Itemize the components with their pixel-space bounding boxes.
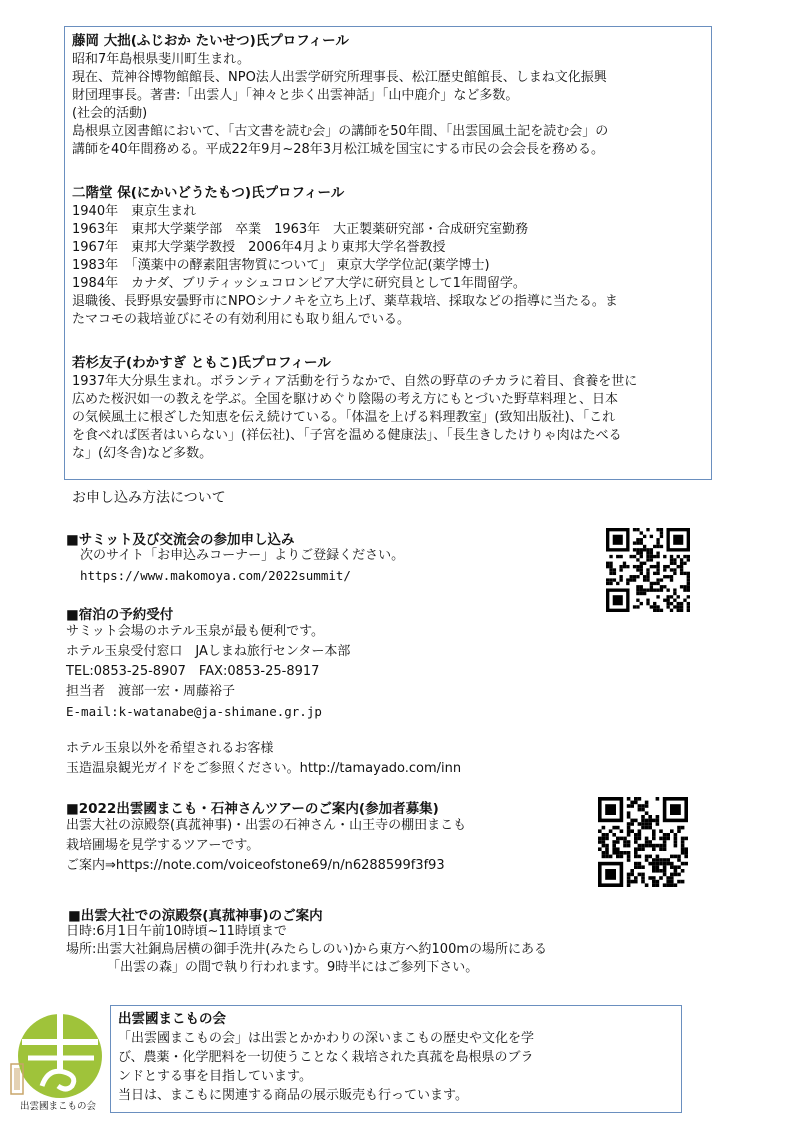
tour-line: 栽培圃場を見学するツアーです。 xyxy=(66,838,260,853)
wakasugi-title: 若杉友子(わかすぎ ともこ)氏プロフィール xyxy=(72,355,331,371)
fujioka-line: 講師を40年間務める。平成22年9月~28年3月松江城を国宝にする市民の会会長を務める。 xyxy=(72,142,605,157)
tour-qr-code xyxy=(598,797,688,887)
summit-line: 次のサイト「お申込みコーナー」よりご登録ください。 xyxy=(80,548,405,563)
hotel-phone: TEL:0853-25-8907 FAX:0853-25-8917 xyxy=(66,664,320,679)
tour-line: 出雲大社の涼殿祭(真菰神事)・出雲の石神さん・山王寺の棚田まこも xyxy=(66,818,467,833)
hotel-title: ■宿泊の予約受付 xyxy=(66,607,174,623)
ryodensai-title: ■出雲大社での涼殿祭(真菰神事)のご案内 xyxy=(68,908,323,924)
wakasugi-line: 広めた桜沢如一の教えを学ぶ。全国を駆けめぐり陰陽の考え方にもとづいた野草料理と、日本 xyxy=(72,392,619,407)
fujioka-line: 島根県立図書館において、「古文書を読む会」の講師を50年間、「出雲国風土記を読む会」の xyxy=(72,124,609,139)
wakasugi-line: な」(幻冬舎)など多数。 xyxy=(72,446,213,461)
summit-qr-code xyxy=(600,528,696,612)
wakasugi-line: を食べれば医者はいらない」(祥伝社)、「子宮を温める健康法」、「長生きしたけりゃ肉はたべる xyxy=(72,428,622,443)
hotel-email-link[interactable]: E-mail:k-watanabe@ja-shimane.gr.jp xyxy=(66,704,322,719)
nikaido-title: 二階堂 保(にかいどうたもつ)氏プロフィール xyxy=(72,185,345,201)
hotel-guide-link[interactable]: 玉造温泉観光ガイドをご参照ください。http://tamayado.com/inn xyxy=(66,761,462,776)
apply-heading: お申し込み方法について xyxy=(72,490,226,506)
nikaido-line: 1967年 東邦大学薬学教授 2006年4月より東邦大学名誉教授 xyxy=(72,240,446,255)
fujioka-line: (社会的活動) xyxy=(72,106,148,121)
fujioka-line: 財団理事長。著書:「出雲人」「神々と歩く出雲神話」「山中鹿介」など多数。 xyxy=(72,88,519,103)
nikaido-line: 1984年 カナダ、ブリティッシュコロンビア大学に研究員として1年間留学。 xyxy=(72,276,526,291)
hotel-line: サミット会場のホテル玉泉が最も便利です。 xyxy=(66,624,325,639)
summit-title: ■サミット及び交流会の参加申し込み xyxy=(66,532,295,548)
nikaido-line: 退職後、長野県安曇野市にNPOシナノキを立ち上げ、薬草栽培、採取などの指導に当たる。ま xyxy=(72,294,618,309)
org-logo xyxy=(8,1008,108,1118)
ryodensai-place: 「出雲の森」の間で執り行われます。9時半にはご参列下さい。 xyxy=(107,960,479,975)
nikaido-line: 1963年 東邦大学薬学部 卒業 1963年 大正製薬研究部・合成研究室勤務 xyxy=(72,222,529,237)
ryodensai-date: 日時:6月1日午前10時頃~11時頃まで xyxy=(66,924,287,939)
wakasugi-line: 1937年大分県生まれ。ボランティア活動を行うなかで、自然の野草のチカラに着目、食養を世に xyxy=(72,374,638,389)
nikaido-line: 1940年 東京生まれ xyxy=(72,204,197,219)
wakasugi-line: の気候風土に根ざした知恵を伝え続けている。「体温を上げる料理教室」(致知出版社)、「これ xyxy=(72,410,616,425)
ryodensai-place: 場所:出雲大社銅鳥居横の御手洗井(みたらしのい)から東方へ約100mの場所にある xyxy=(66,942,548,957)
fujioka-line: 現在、荒神谷博物館館長、NPO法人出雲学研究所理事長、松江歴史館館長、しまね文化振興 xyxy=(72,70,607,85)
nikaido-line: たマコモの栽培並びにその有効利用にも取り組んでいる。 xyxy=(72,312,411,327)
logo-caption: 出雲國まこもの会 xyxy=(19,1101,96,1112)
tour-link[interactable]: ご案内⇒https://note.com/voiceofstone69/n/n6288599f3f93 xyxy=(66,858,445,873)
org-line: び、農薬・化学肥料を一切使うことなく栽培された真菰を島根県のブラ xyxy=(118,1050,534,1065)
org-line: 当日は、まこもに関連する商品の展示販売も行っています。 xyxy=(118,1088,468,1103)
hotel-contact-person: 担当者 渡部一宏・周藤裕子 xyxy=(66,684,236,699)
nikaido-line: 1983年 「漢薬中の酵素阻害物質について」 東京大学学位記(薬学博士) xyxy=(72,258,490,273)
summit-url-link[interactable]: https://www.makomoya.com/2022summit/ xyxy=(80,568,351,583)
org-title: 出雲國まこもの会 xyxy=(118,1011,226,1027)
hotel-other: ホテル玉泉以外を希望されるお客様 xyxy=(66,741,274,756)
org-line: 「出雲國まこもの会」は出雲とかかわりの深いまこもの歴史や文化を学 xyxy=(118,1031,535,1046)
fujioka-line: 昭和7年島根県斐川町生まれ。 xyxy=(72,52,251,67)
makomo-logo-icon xyxy=(8,1008,108,1104)
hotel-line: ホテル玉泉受付窓口 JAしまね旅行センター本部 xyxy=(66,644,351,659)
fujioka-title: 藤岡 大拙(ふじおか たいせつ)氏プロフィール xyxy=(72,33,349,49)
org-line: ンドとする事を目指しています。 xyxy=(118,1069,312,1084)
tour-title: ■2022出雲國まこも・石神さんツアーのご案内(参加者募集) xyxy=(66,801,439,817)
